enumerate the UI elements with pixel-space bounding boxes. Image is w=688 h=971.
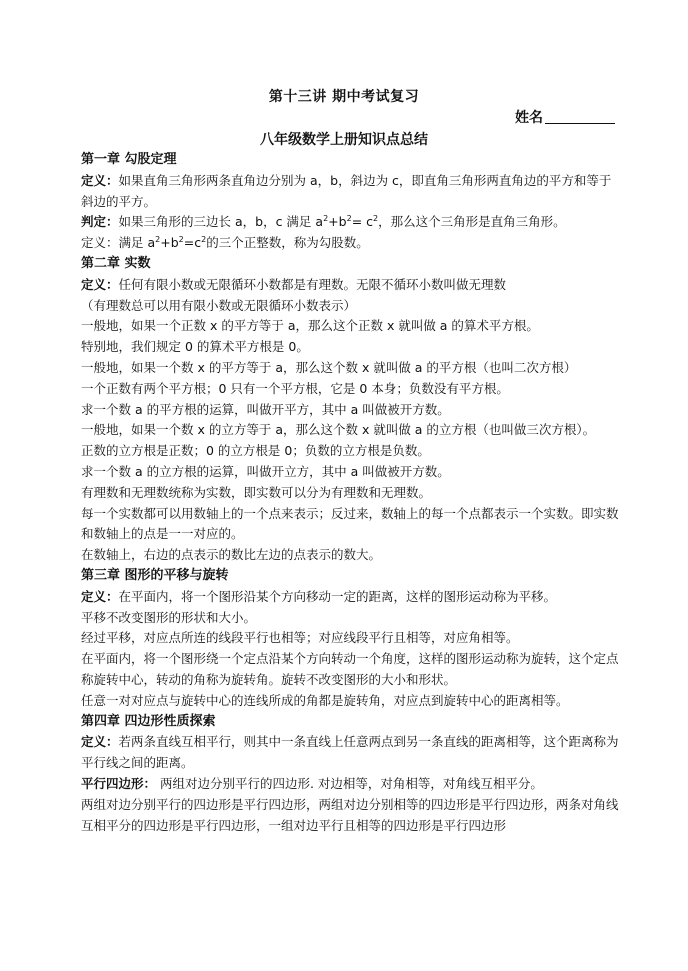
chapter-4-line: 两组对边分别平行的四边形是平行四边形，两组对边分别相等的四边形是平行四边形，两条对角线互相平分的四边形是平行四边形，一组对边平行且相等的四边形是平行四边形 xyxy=(81,796,619,833)
criterion-text-3: = c xyxy=(351,214,374,230)
triple-text-4: 的三个正整数，称为勾股数。 xyxy=(206,235,369,251)
chapter-3-heading: 第三章 图形的平移与旋转 xyxy=(81,567,229,583)
criterion-text-2: +b xyxy=(328,214,347,230)
chapter-1-definition xyxy=(81,171,621,213)
chapter-2-definition xyxy=(81,275,621,296)
name-field xyxy=(515,107,615,127)
chapter-2-heading: 第二章 实数 xyxy=(81,255,151,271)
exponent: 2 xyxy=(178,235,184,245)
chapter-2-line: 一个正数有两个平方根；0 只有一个平方根，它是 0 本身；负数没有平方根。 xyxy=(81,380,509,396)
definition-label: 定义： xyxy=(81,172,119,188)
definition-text: 在平面内，将一个图形沿某个方向移动一定的距离，这样的图形运动称为平移。 xyxy=(118,588,557,604)
definition-label: 定义： xyxy=(81,734,119,750)
lecture-title: 第十三讲 期中考试复习 xyxy=(268,89,420,105)
definition-text: 如果直角三角形两条直角边分别为 a，b，斜边为 c，即直角三角形两直角边的平方和等于斜边的平方。 xyxy=(81,172,612,209)
exponent: 2 xyxy=(201,235,207,245)
chapter-4-definition xyxy=(81,732,621,774)
chapter-1-pythagorean-triple xyxy=(81,233,621,254)
chapter-2-line: 每一个实数都可以用数轴上的一个点来表示；反过来，数轴上的每一个点都表示一个实数。即实数和数轴上的点是一一对应的。 xyxy=(81,505,619,542)
parallelogram-label: 平行四边形： xyxy=(81,775,157,791)
chapter-3-line: 任意一对对应点与旋转中心的连线所成的角都是旋转角，对应点到旋转中心的距离相等。 xyxy=(81,692,569,708)
chapter-2-line: 一般地，如果一个数 x 的立方等于 a，那么这个数 x 就叫做 a 的立方根（也叫做三次方根）。 xyxy=(81,422,596,438)
exponent: 2 xyxy=(155,235,161,245)
triple-text-1: 定义：满足 a xyxy=(81,235,156,251)
exponent: 2 xyxy=(373,214,379,224)
document-body xyxy=(81,150,621,836)
criterion-text-1: 如果三角形的三边长 a，b，c 满足 a xyxy=(118,214,324,230)
chapter-4-parallelogram xyxy=(81,774,621,795)
definition-label: 定义： xyxy=(81,588,119,604)
chapter-1-criterion xyxy=(81,212,621,233)
definition-label: 定义： xyxy=(81,276,119,292)
chapter-2-line: （有理数总可以用有限小数或无限循环小数表示） xyxy=(81,297,357,313)
chapter-2-line: 一般地，如果一个正数 x 的平方等于 a，那么这个正数 x 就叫做 a 的算术平方根。 xyxy=(81,318,539,334)
chapter-3-line: 平移不改变图形的形状和大小。 xyxy=(81,609,257,625)
definition-text: 任何有限小数或无限循环小数都是有理数。无限不循环小数叫做无理数 xyxy=(118,276,507,292)
criterion-text-4: ，那么这个三角形是直角三角形。 xyxy=(378,214,566,230)
chapter-2-line: 一般地，如果一个数 x 的平方等于 a，那么这个数 x 就叫做 a 的平方根（也叫二次方根） xyxy=(81,359,577,375)
chapter-2-line: 特别地，我们规定 0 的算术平方根是 0。 xyxy=(81,339,309,355)
parallelogram-text: 两组对边分别平行的四边形. 对边相等，对角相等，对角线互相平分。 xyxy=(156,775,543,791)
chapter-2-line: 求一个数 a 的平方根的运算，叫做开平方，其中 a 叫做被开方数。 xyxy=(81,401,450,417)
definition-text: 若两条直线互相平行，则其中一条直线上任意两点到另一条直线的距离相等，这个距离称为平行线之间的距离。 xyxy=(81,734,619,771)
document-subtitle: 八年级数学上册知识点总结 xyxy=(260,132,428,148)
chapter-2-line: 求一个数 a 的立方根的运算，叫做开立方，其中 a 叫做被开方数。 xyxy=(81,463,450,479)
chapter-3-line: 经过平移，对应点所连的线段平行也相等；对应线段平行且相等，对应角相等。 xyxy=(81,630,519,646)
name-blank-line xyxy=(545,109,615,124)
chapter-2-line: 在数轴上，右边的点表示的数比左边的点表示的数大。 xyxy=(81,547,382,563)
triple-text-2: +b xyxy=(160,235,179,251)
criterion-label: 判定： xyxy=(81,214,119,230)
triple-text-3: =c xyxy=(183,235,202,251)
chapter-1-heading: 第一章 勾股定理 xyxy=(81,152,177,167)
chapter-3-definition xyxy=(81,587,621,608)
chapter-3-line: 在平面内，将一个图形绕一个定点沿某个方向转动一个角度，这样的图形运动称为旋转，这个定点称旋转中心，转动的角称为旋转角。旋转不改变图形的大小和形状。 xyxy=(81,651,619,687)
chapter-2-line: 有理数和无理数统称为实数，即实数可以分为有理数和无理数。 xyxy=(81,484,432,500)
exponent: 2 xyxy=(323,214,329,224)
exponent: 2 xyxy=(346,214,352,224)
chapter-4-heading: 第四章 四边形性质探索 xyxy=(81,713,216,729)
chapter-2-line: 正数的立方根是正数；0 的立方根是 0；负数的立方根是负数。 xyxy=(81,443,430,459)
name-label: 姓名 xyxy=(515,110,543,126)
